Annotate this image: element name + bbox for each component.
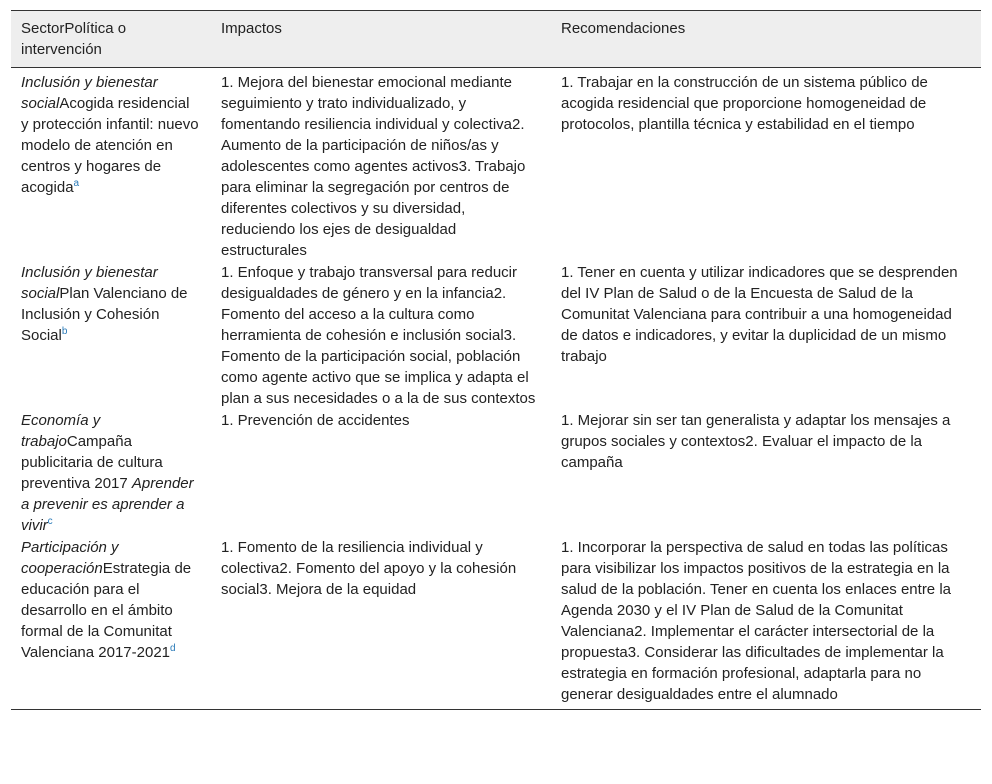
sector-label: Economía y trabajo bbox=[21, 412, 101, 450]
recommendations-cell: 1. Mejorar sin ser tan generalista y adaptar los mensajes a grupos sociales y contextos2. Evaluar el impacto de la campaña bbox=[561, 412, 951, 471]
header-recommendations: Recomendaciones bbox=[561, 20, 686, 37]
footnote-link[interactable]: b bbox=[61, 326, 68, 337]
table-row bbox=[11, 536, 981, 710]
footnote-link[interactable]: a bbox=[73, 178, 80, 189]
header-sector: SectorPolítica o intervención bbox=[21, 20, 127, 58]
header-impacts: Impactos bbox=[221, 20, 282, 37]
recommendations-cell: 1. Incorporar la perspectiva de salud en todas las políticas para visibilizar los impactos positivos de la estrategia en la salud de la población. Tener en cuenta los enlaces entre la Agenda 2030 y el IV Plan de Salud de la Comunitat Valenciana2. Implementar el carácter intersectorial de la propuesta3. Considerar las dificultades de implementar la estrategia en formación profesional, adaptarla para no generar desigualdades entre el alumnado bbox=[561, 539, 951, 703]
footnote-link[interactable]: c bbox=[47, 516, 53, 527]
sector-label: Inclusión y bienestar social bbox=[21, 74, 158, 112]
policy-label: Plan Valenciano de Inclusión y Cohesión Social bbox=[21, 285, 188, 344]
footnote-link[interactable]: d bbox=[170, 643, 176, 654]
table-row bbox=[11, 409, 981, 536]
recommendations-cell: 1. Tener en cuenta y utilizar indicadores que se desprenden del IV Plan de Salud o de la Encuesta de Salud de la Comunitat Valenciana para contribuir a una homogeneidad de datos e indicadores, y evitar la duplicidad de un mismo trabajo bbox=[561, 264, 958, 365]
policy-label: Estrategia de educación para el desarrollo en el ámbito formal de la Comunitat Valenciana 2017-2021 bbox=[21, 560, 192, 661]
sector-cell bbox=[11, 68, 211, 262]
header-row bbox=[11, 11, 981, 68]
table-row bbox=[11, 261, 981, 409]
recommendations-cell: 1. Trabajar en la construcción de un sistema público de acogida residencial que proporcione homogeneidad de protocolos, plantilla técnica y estabilidad en el tiempo bbox=[561, 74, 928, 133]
sector-cell bbox=[11, 409, 211, 536]
policy-label: Campaña publicitaria de cultura preventiva 2017 bbox=[21, 433, 163, 492]
campaign-title: Aprender a prevenir es aprender a vivir bbox=[21, 475, 194, 534]
sector-label: Inclusión y bienestar social bbox=[21, 264, 158, 302]
policy-label: Acogida residencial y protección infantil: nuevo modelo de atención en centros y hogares de acogida bbox=[21, 95, 199, 196]
sector-cell bbox=[11, 261, 211, 409]
table-row bbox=[11, 68, 981, 262]
policy-impact-table-container bbox=[11, 10, 981, 710]
sector-cell bbox=[11, 536, 211, 710]
table-header bbox=[11, 11, 981, 68]
policy-impact-table bbox=[11, 10, 981, 710]
impacts-cell: 1. Prevención de accidentes bbox=[221, 412, 410, 429]
impacts-cell: 1. Enfoque y trabajo transversal para reducir desigualdades de género y en la infancia2. Fomento del acceso a la cultura como herramienta de cohesión e inclusión social3. Fomento de la participación social, población como agente activo que se implica y adapta el plan a sus necesidades o a la de sus contextos bbox=[221, 264, 536, 407]
impacts-cell: 1. Fomento de la resiliencia individual y colectiva2. Fomento del apoyo y la cohesión social3. Mejora de la equidad bbox=[221, 539, 517, 598]
table-body bbox=[11, 68, 981, 710]
impacts-cell: 1. Mejora del bienestar emocional mediante seguimiento y trato individualizado, y fomentando resiliencia individual y colectiva2. Aumento de la participación de niños/as y adolescentes como agentes activos3. Trabajo para eliminar la segregación por centros de diferentes colectivos y su diversidad, reduciendo los ejes de desigualdad estructurales bbox=[221, 74, 526, 259]
sector-label: Participación y cooperación bbox=[21, 539, 119, 577]
